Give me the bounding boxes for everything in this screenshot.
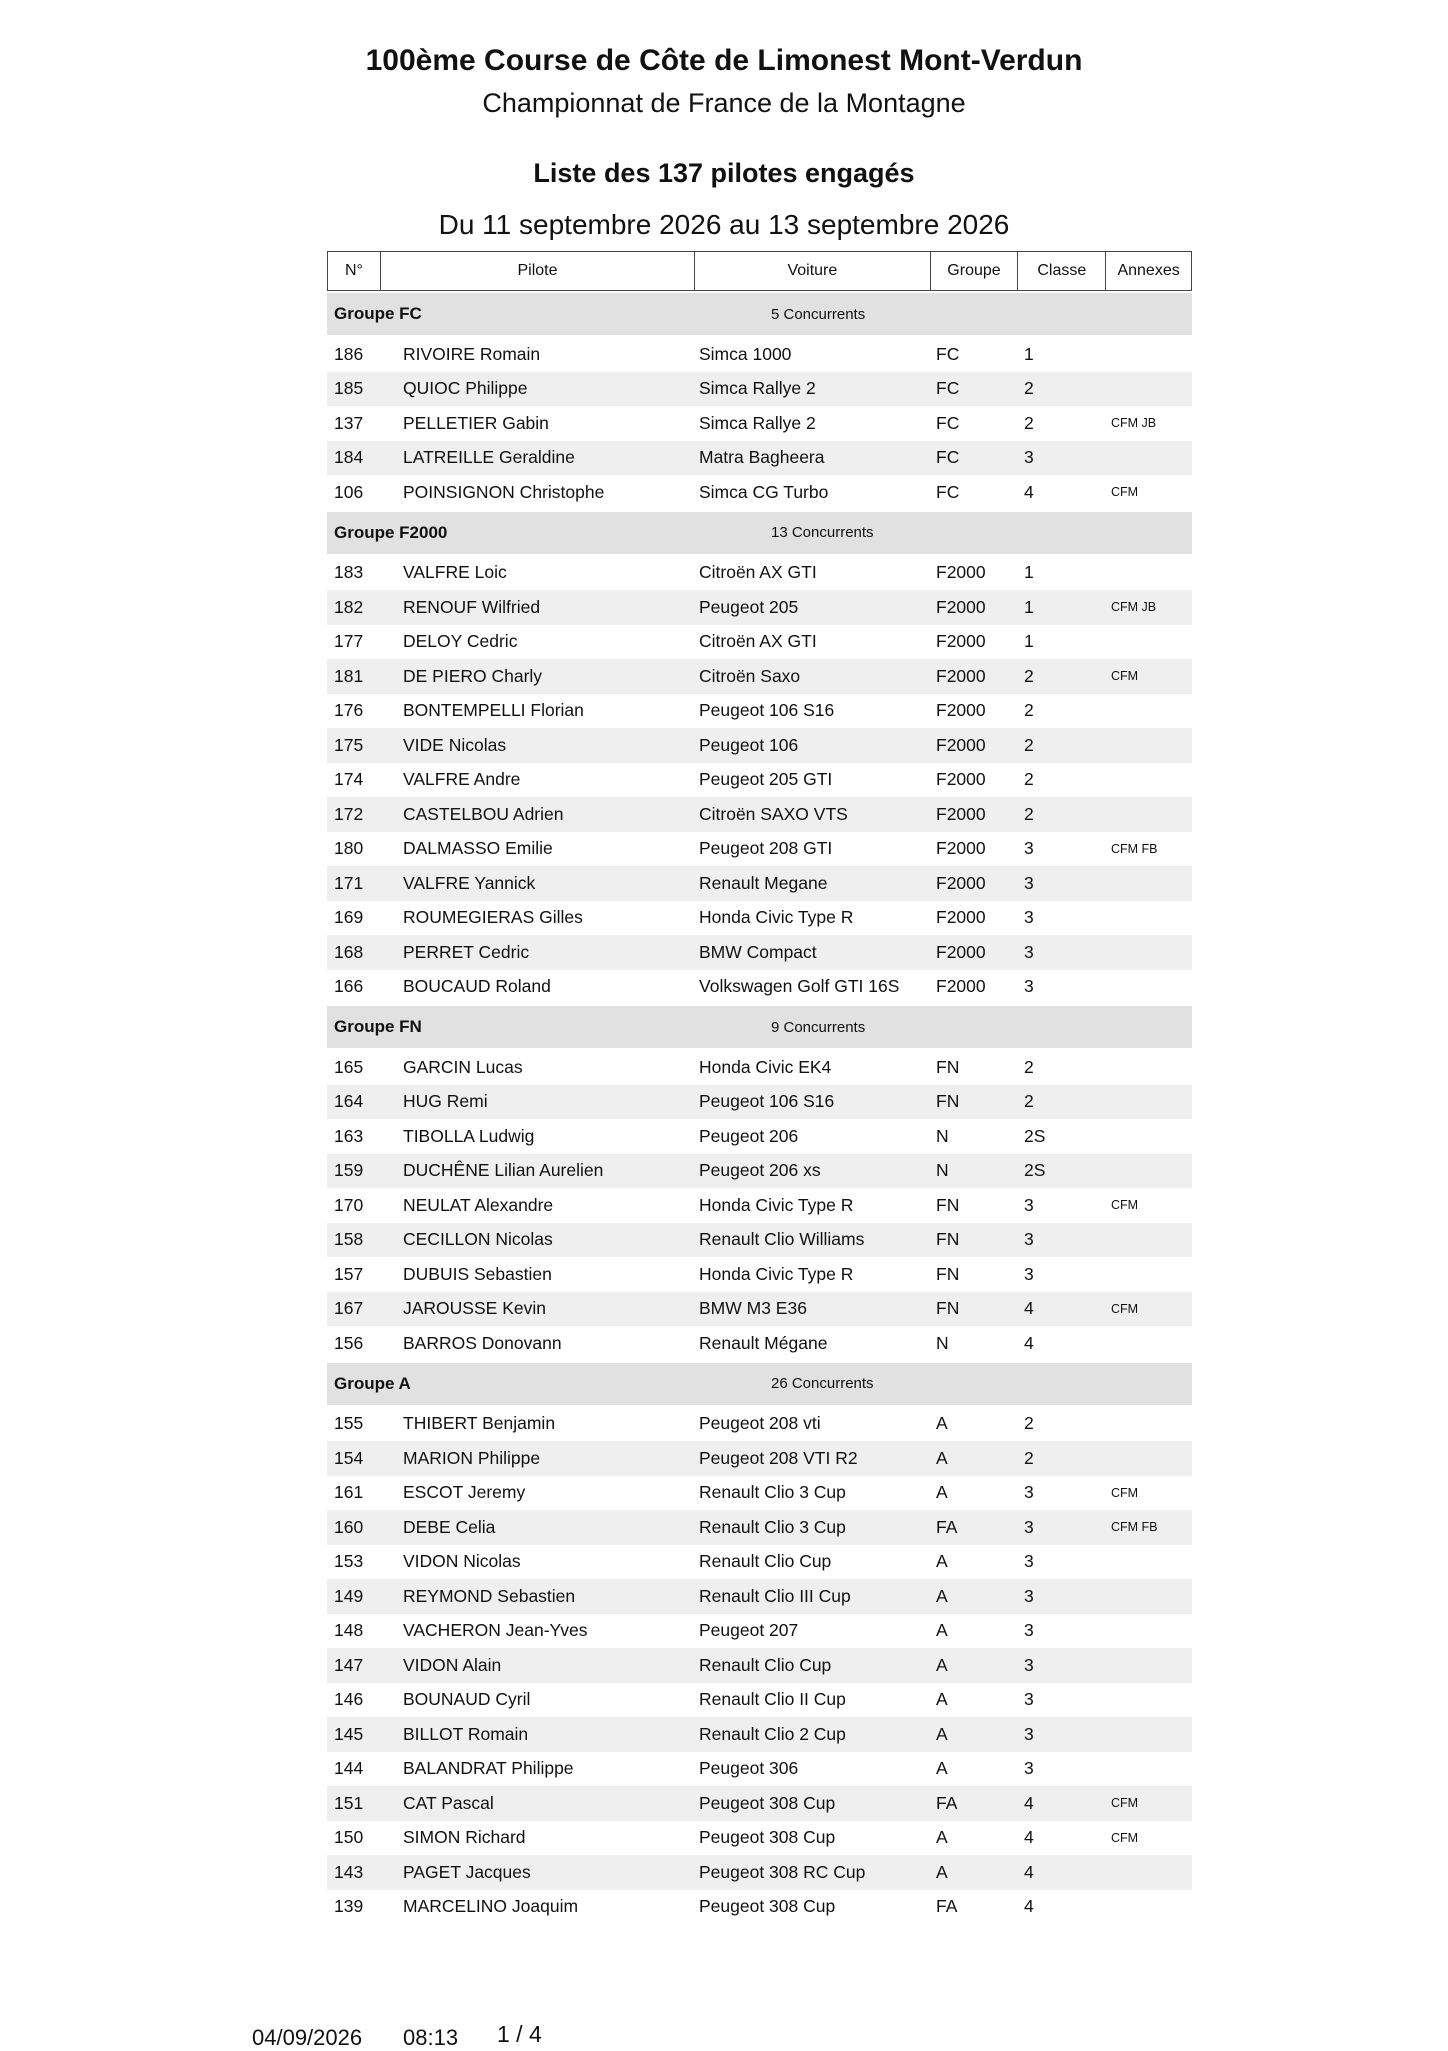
table-row [327,1579,1192,1614]
entry-group: A [936,1689,948,1710]
group-count: 9 Concurrents [771,1018,866,1036]
entry-number: 137 [334,412,364,433]
table-body [327,293,1192,1924]
entry-class: 3 [1024,872,1034,893]
group-header-row [327,512,1192,554]
entry-group: FC [936,412,960,433]
entry-number: 175 [334,734,364,755]
entry-number: 147 [334,1654,364,1675]
entry-group: F2000 [936,907,986,928]
group-name: Groupe FN [334,1017,422,1036]
entry-group: F2000 [936,941,986,962]
group-count: 26 Concurrents [771,1375,874,1392]
entry-number: 160 [334,1516,364,1537]
entry-number: 148 [334,1620,364,1641]
pilot-name: DALMASSO Emilie [403,838,553,859]
entry-group: F2000 [936,872,986,893]
car-model: Renault Clio 3 Cup [699,1516,846,1537]
group-header-row [327,293,1192,335]
entry-number: 157 [334,1263,364,1284]
entry-group: N [936,1160,949,1181]
car-model: Simca Rallye 2 [699,378,816,399]
entry-class: 2 [1024,665,1034,686]
document-subtitle: Championnat de France de la Montagne [482,88,966,118]
entry-group: A [936,1482,948,1503]
entry-group: F2000 [936,562,986,583]
column-header-annexes: Annexes [1117,262,1180,279]
table-row [327,441,1192,476]
event-dates: Du 11 septembre 2026 au 13 septembre 2026 [438,209,1010,240]
car-model: Peugeot 205 [699,596,799,617]
pilot-name: TIBOLLA Ludwig [403,1125,535,1146]
entry-class: 2 [1024,1447,1034,1468]
entry-annexes: CFM [1111,1198,1139,1213]
entry-class: 3 [1024,1585,1034,1606]
entry-number: 166 [334,976,364,997]
entry-number: 182 [334,596,364,617]
entry-number: 163 [334,1125,364,1146]
entry-class: 2 [1024,1056,1034,1077]
pilot-name: THIBERT Benjamin [403,1413,556,1434]
pilot-name: BOUNAUD Cyril [403,1689,531,1710]
entry-class: 2 [1024,1413,1034,1434]
entry-group: F2000 [936,631,986,652]
car-model: Citroën SAXO VTS [699,803,848,824]
entry-class: 2 [1024,378,1034,399]
entry-group: FA [936,1896,958,1917]
car-model: Honda Civic Type R [699,1263,854,1284]
entry-class: 3 [1024,1516,1034,1537]
entry-number: 186 [334,343,364,364]
table-row [327,694,1192,729]
pilot-name: GARCIN Lucas [403,1056,523,1077]
car-model: Citroën AX GTI [699,631,817,652]
entry-class: 2S [1024,1160,1046,1181]
table-row [327,406,1192,441]
entry-class: 4 [1024,1896,1034,1917]
print-date: 04/09/2026 [252,2025,363,2050]
car-model: Renault Clio Cup [699,1551,832,1572]
entry-class: 1 [1024,343,1034,364]
entry-number: 151 [334,1792,364,1813]
table-row [327,1119,1192,1154]
table-row [327,1326,1192,1361]
entry-number: 143 [334,1861,364,1882]
table-row [327,590,1192,625]
group-name: Groupe F2000 [334,522,448,542]
entry-annexes: CFM [1111,669,1139,684]
entry-group: A [936,1620,948,1641]
table-row [327,372,1192,407]
car-model: Peugeot 208 VTI R2 [699,1447,858,1468]
pilot-name: BARROS Donovann [403,1332,562,1353]
entry-number: 145 [334,1723,364,1744]
entry-number: 146 [334,1689,364,1710]
entry-class: 3 [1024,976,1034,997]
print-time: 08:13 [403,2025,459,2050]
table-row [327,1752,1192,1787]
entry-number: 139 [334,1896,364,1917]
entry-class: 4 [1024,481,1034,502]
entry-class: 3 [1024,1689,1034,1710]
entry-class: 3 [1024,907,1034,928]
table-row [327,1407,1192,1442]
table-row [327,970,1192,1005]
table-row [327,1890,1192,1925]
document-title: 100ème Course de Côte de Limonest Mont-Verdun [365,44,1083,77]
entry-group: FN [936,1056,960,1077]
entry-group: FC [936,481,960,502]
car-model: Peugeot 207 [699,1620,799,1641]
table-row [327,1292,1192,1327]
entry-annexes: CFM JB [1111,416,1157,431]
car-model: Matra Bagheera [699,447,825,468]
entry-number: 156 [334,1332,364,1353]
table-row [327,728,1192,763]
entry-class: 3 [1024,838,1034,859]
entry-number: 164 [334,1091,364,1112]
entry-group: A [936,1585,948,1606]
entry-class: 2 [1024,1091,1034,1112]
entry-number: 169 [334,907,364,928]
pilot-name: ROUMEGIERAS Gilles [403,907,583,928]
car-model: Simca Rallye 2 [699,412,816,433]
group-count: 13 Concurrents [771,524,874,541]
entry-group: FN [936,1091,960,1112]
car-model: Honda Civic EK4 [699,1056,832,1077]
car-model: Simca CG Turbo [699,481,829,502]
car-model: Renault Clio Cup [699,1654,832,1675]
table-row [327,1855,1192,1890]
page-number: 1 / 4 [497,2021,542,2047]
entry-class: 3 [1024,1263,1034,1284]
table-row [327,935,1192,970]
car-model: Peugeot 106 [699,734,799,755]
car-model: Peugeot 208 GTI [699,838,833,859]
entry-group: A [936,1413,948,1434]
table-row [327,625,1192,660]
entry-group: FC [936,343,960,364]
entry-group: A [936,1447,948,1468]
entry-number: 185 [334,378,364,399]
entry-number: 149 [334,1585,364,1606]
entry-group: F2000 [936,976,986,997]
pilot-name: PELLETIER Gabin [403,412,549,433]
pilot-name: BOUCAUD Roland [403,976,551,997]
pilot-name: VIDON Nicolas [403,1551,521,1572]
group-name: Groupe A [334,1373,411,1393]
table-row [327,556,1192,591]
table-row [327,1476,1192,1511]
pilot-name: SIMON Richard [403,1827,526,1848]
entry-number: 184 [334,447,364,468]
entry-number: 150 [334,1827,364,1848]
entry-number: 172 [334,803,364,824]
table-row [327,832,1192,867]
car-model: Peugeot 208 vti [699,1413,821,1434]
entry-group: F2000 [936,700,986,721]
car-model: Peugeot 306 [699,1758,799,1779]
pilot-name: VALFRE Yannick [403,872,536,893]
pilot-name: VALFRE Loic [403,562,507,583]
table-row [327,1223,1192,1258]
table-row [327,763,1192,798]
entry-number: 158 [334,1229,364,1250]
pilot-name: RIVOIRE Romain [403,343,541,364]
car-model: Renault Clio Williams [699,1229,865,1250]
entry-class: 4 [1024,1827,1034,1848]
car-model: Renault Clio 2 Cup [699,1723,846,1744]
table-row [327,1257,1192,1292]
entry-class: 3 [1024,1654,1034,1675]
car-model: Simca 1000 [699,343,792,364]
car-model: Citroën AX GTI [699,562,817,583]
entry-class: 3 [1024,1229,1034,1250]
pilot-name: DELOY Cedric [403,631,518,652]
pilot-name: BONTEMPELLI Florian [403,700,584,721]
pilot-name: DUCHÊNE Lilian Aurelien [403,1160,604,1181]
entry-class: 4 [1024,1298,1034,1319]
car-model: Honda Civic Type R [699,1194,854,1215]
car-model: Citroën Saxo [699,665,801,686]
pilot-name: NEULAT Alexandre [403,1194,554,1215]
pilot-name: ESCOT Jeremy [403,1482,526,1503]
pilot-name: BILLOT Romain [403,1723,529,1744]
table-row [327,1786,1192,1821]
car-model: Honda Civic Type R [699,907,854,928]
table-row [327,797,1192,832]
table-row [327,1648,1192,1683]
entry-annexes: CFM [1111,1830,1139,1845]
car-model: Peugeot 106 S16 [699,1091,835,1112]
table-row [327,1188,1192,1223]
car-model: Peugeot 206 [699,1125,799,1146]
entry-annexes: CFM [1111,1301,1139,1316]
entry-number: 144 [334,1758,364,1779]
entry-class: 3 [1024,1482,1034,1503]
pilot-name: MARION Philippe [403,1447,541,1468]
entry-group: F2000 [936,596,986,617]
entry-class: 4 [1024,1332,1034,1353]
table-header [327,251,1192,291]
entry-group: FN [936,1298,960,1319]
entry-group: FC [936,447,960,468]
pilot-name: DUBUIS Sebastien [403,1263,552,1284]
entry-group: FC [936,378,960,399]
pilot-name: CASTELBOU Adrien [403,803,564,824]
entries-table [327,251,1192,1924]
entry-group: A [936,1723,948,1744]
entry-number: 176 [334,700,364,721]
entry-number: 161 [334,1482,364,1503]
entry-number: 167 [334,1298,364,1319]
entry-group: F2000 [936,803,986,824]
entry-class: 2 [1024,769,1034,790]
entry-class: 3 [1024,447,1034,468]
entry-class: 2 [1024,734,1034,755]
pilot-name: HUG Remi [403,1091,488,1112]
entry-number: 159 [334,1160,364,1181]
pilot-name: BALANDRAT Philippe [403,1758,574,1779]
entry-number: 155 [334,1413,364,1434]
entry-class: 3 [1024,1723,1034,1744]
entry-class: 3 [1024,1551,1034,1572]
pilot-name: RENOUF Wilfried [403,596,541,617]
entry-group: N [936,1125,949,1146]
entry-number: 177 [334,631,364,652]
pilot-name: JAROUSSE Kevin [403,1298,546,1319]
entry-number: 180 [334,838,364,859]
car-model: Peugeot 106 S16 [699,700,835,721]
pilot-name: VIDE Nicolas [403,734,507,755]
entry-group: F2000 [936,769,986,790]
car-model: BMW Compact [699,941,817,962]
entry-group: FN [936,1229,960,1250]
entry-annexes: CFM FB [1111,841,1158,856]
entry-class: 2S [1024,1125,1046,1146]
entry-group: A [936,1654,948,1675]
table-row [327,1154,1192,1189]
entry-class: 4 [1024,1861,1034,1882]
entry-class: 3 [1024,941,1034,962]
entry-annexes: CFM FB [1111,1520,1158,1535]
entry-group: FA [936,1792,958,1813]
list-title: Liste des 137 pilotes engagés [533,158,915,188]
group-name: Groupe FC [334,304,422,323]
entry-group: N [936,1332,949,1353]
entry-number: 183 [334,562,364,583]
entry-class: 4 [1024,1792,1034,1813]
table-row [327,337,1192,372]
car-model: Peugeot 308 Cup [699,1827,836,1848]
entry-annexes: CFM [1111,485,1139,500]
entry-class: 2 [1024,412,1034,433]
pilot-name: POINSIGNON Christophe [403,481,605,502]
entry-number: 165 [334,1056,364,1077]
table-row [327,1085,1192,1120]
car-model: BMW M3 E36 [699,1298,807,1319]
table-row [327,1683,1192,1718]
pilot-name: VACHERON Jean-Yves [403,1620,588,1641]
group-count: 5 Concurrents [771,305,866,323]
column-header-car: Voiture [695,252,930,290]
car-model: Peugeot 205 GTI [699,769,833,790]
entry-group: A [936,1551,948,1572]
entry-group: A [936,1861,948,1882]
entry-annexes: CFM [1111,1485,1139,1500]
entry-group: F2000 [936,665,986,686]
entry-annexes: CFM JB [1111,600,1157,615]
table-row [327,1510,1192,1545]
column-header-number: N° [328,252,381,290]
entry-class: 3 [1024,1620,1034,1641]
entry-class: 2 [1024,803,1034,824]
entry-number: 154 [334,1447,364,1468]
table-row [327,1441,1192,1476]
car-model: Renault Clio 3 Cup [699,1482,846,1503]
pilot-name: QUIOC Philippe [403,378,528,399]
pilot-name: MARCELINO Joaquim [403,1896,579,1917]
entry-class: 3 [1024,1758,1034,1779]
column-header-group: Groupe [931,252,1019,290]
entry-group: F2000 [936,838,986,859]
entry-group: F2000 [936,734,986,755]
pilot-name: DE PIERO Charly [403,665,543,686]
pilot-name: VIDON Alain [403,1654,502,1675]
entry-group: A [936,1758,948,1779]
car-model: Volkswagen Golf GTI 16S [699,976,900,997]
entry-class: 1 [1024,562,1034,583]
table-row [327,1717,1192,1752]
column-header-class: Classe [1018,252,1106,290]
entry-number: 174 [334,769,364,790]
table-row [327,1545,1192,1580]
pilot-name: PAGET Jacques [403,1861,531,1882]
table-row [327,866,1192,901]
entry-class: 3 [1024,1194,1034,1215]
car-model: Renault Megane [699,872,828,893]
table-row [327,1614,1192,1649]
entry-group: FN [936,1263,960,1284]
entry-class: 1 [1024,631,1034,652]
pilot-name: CECILLON Nicolas [403,1229,553,1250]
entry-group: FA [936,1516,958,1537]
column-header-pilot: Pilote [381,252,695,290]
entry-number: 106 [334,481,364,502]
entry-group: FN [936,1194,960,1215]
pilot-name: CAT Pascal [403,1792,494,1813]
table-row [327,475,1192,510]
table-row [327,901,1192,936]
entry-class: 2 [1024,700,1034,721]
pilot-name: VALFRE Andre [403,769,521,790]
entry-number: 181 [334,665,364,686]
pilot-name: DEBE Celia [403,1516,496,1537]
table-row [327,1821,1192,1856]
car-model: Peugeot 206 xs [699,1160,821,1181]
car-model: Renault Clio III Cup [699,1585,851,1606]
pilot-name: REYMOND Sebastien [403,1585,576,1606]
entry-number: 153 [334,1551,364,1572]
entry-group: A [936,1827,948,1848]
car-model: Peugeot 308 Cup [699,1792,836,1813]
table-row [327,659,1192,694]
group-header-row [327,1363,1192,1405]
pilot-name: LATREILLE Geraldine [403,447,575,468]
entry-number: 171 [334,872,364,893]
group-header-row [327,1006,1192,1048]
pilot-name: PERRET Cedric [403,941,530,962]
entry-class: 1 [1024,596,1034,617]
car-model: Renault Clio II Cup [699,1689,846,1710]
entry-number: 170 [334,1194,364,1215]
car-model: Peugeot 308 Cup [699,1896,836,1917]
entry-number: 168 [334,941,364,962]
table-row [327,1050,1192,1085]
car-model: Renault Mégane [699,1332,828,1353]
entry-annexes: CFM [1111,1796,1139,1811]
car-model: Peugeot 308 RC Cup [699,1861,866,1882]
